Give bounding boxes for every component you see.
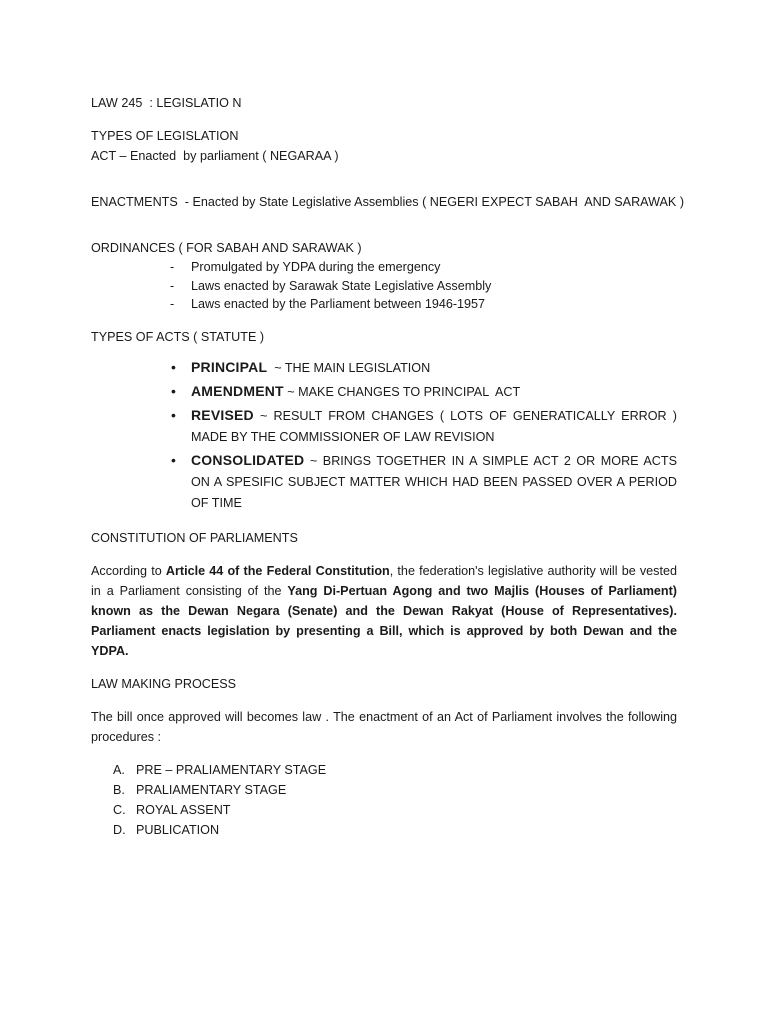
constitution-article-ref: Article 44 of the Federal Constitution xyxy=(165,563,390,578)
list-item xyxy=(91,450,681,514)
stage-label: ROYAL ASSENT xyxy=(136,802,231,817)
document-content xyxy=(91,93,685,840)
list-item xyxy=(91,780,677,800)
law-making-stages xyxy=(91,760,677,840)
act-type-desc: ~ MAKE CHANGES TO PRINCIPAL ACT xyxy=(283,384,521,399)
course-title: LAW 245 : LEGISLATIO N xyxy=(91,96,242,110)
dash-marker: - xyxy=(170,278,175,293)
bullet-marker: • xyxy=(171,382,176,399)
list-item xyxy=(91,295,677,314)
enactments-definition: ENACTMENTS - Enacted by State Legislative Assemblies ( NEGERI EXPECT SABAH AND SARAWAK ) xyxy=(91,195,685,209)
act-definition: ACT – Enacted by parliament ( NEGARAA ) xyxy=(91,149,339,163)
law-making-paragraph: The bill once approved will becomes law . The enactment of an Act of Parliament involves the following procedures : xyxy=(91,709,677,744)
list-item xyxy=(91,258,677,277)
act-type-term: REVISED xyxy=(191,406,254,423)
constitution-parliament-desc: Yang Di-Pertuan Agong and two Majlis (Houses of Parliament) known as the Dewan Negara (Senate) and the Dewan Rakyat (House of Representatives). Parliament enacts legislation by presenting a Bill, which is approved by both Dewan and the YDPA. xyxy=(91,583,677,658)
constitution-intro: According to xyxy=(91,563,166,578)
list-item xyxy=(91,381,677,403)
bullet-marker: • xyxy=(171,451,176,468)
ordinance-text: Promulgated by YDPA during the emergency xyxy=(191,260,441,274)
constitution-heading: CONSTITUTION OF PARLIAMENTS xyxy=(91,530,298,545)
constitution-mid: , the federation's legislative authority will be vested in a Parliament consisting of the xyxy=(91,563,681,598)
types-of-acts-heading: TYPES OF ACTS ( STATUTE ) xyxy=(91,329,265,344)
ordinance-text: Laws enacted by Sarawak State Legislative Assembly xyxy=(191,278,492,293)
stage-marker: A. xyxy=(113,762,125,777)
act-type-term: PRINCIPAL xyxy=(191,358,268,375)
types-of-acts-list xyxy=(91,357,681,514)
list-item xyxy=(91,820,677,840)
act-type-desc: ~ RESULT FROM CHANGES ( LOTS OF GENERATICALLY ERROR ) MADE BY THE COMMISSIONER OF LAW REVISION xyxy=(191,408,681,444)
law-making-heading: LAW MAKING PROCESS xyxy=(91,676,237,691)
list-item xyxy=(91,357,677,379)
act-type-term: CONSOLIDATED xyxy=(191,451,305,468)
list-item xyxy=(91,405,681,448)
dash-marker: - xyxy=(170,297,175,311)
act-type-desc: ~ THE MAIN LEGISLATION xyxy=(267,360,431,375)
list-item xyxy=(91,800,677,820)
ordinances-list xyxy=(91,258,677,314)
stage-marker: C. xyxy=(113,802,126,817)
ordinances-heading: ORDINANCES ( FOR SABAH AND SARAWAK ) xyxy=(91,241,362,255)
bullet-marker: • xyxy=(171,406,176,423)
stage-label: PRALIAMENTARY STAGE xyxy=(136,782,287,797)
list-item xyxy=(91,277,677,296)
dash-marker: - xyxy=(170,260,175,274)
types-of-legislation-heading: TYPES OF LEGISLATION xyxy=(91,129,239,143)
list-item xyxy=(91,760,677,780)
stage-marker: B. xyxy=(113,782,125,797)
stage-marker: D. xyxy=(113,822,126,837)
stage-label: PUBLICATION xyxy=(136,822,220,837)
bullet-marker: • xyxy=(171,358,176,375)
act-type-term: AMENDMENT xyxy=(191,382,284,399)
ordinance-text: Laws enacted by the Parliament between 1946-1957 xyxy=(191,297,486,311)
stage-label: PRE – PRALIAMENTARY STAGE xyxy=(136,762,327,777)
act-type-desc: ~ BRINGS TOGETHER IN A SIMPLE ACT 2 OR MORE ACTS ON A SPESIFIC SUBJECT MATTER WHICH HAD BEEN PASSED OVER A PERIOD OF TIME xyxy=(191,453,681,510)
constitution-paragraph xyxy=(91,561,681,661)
